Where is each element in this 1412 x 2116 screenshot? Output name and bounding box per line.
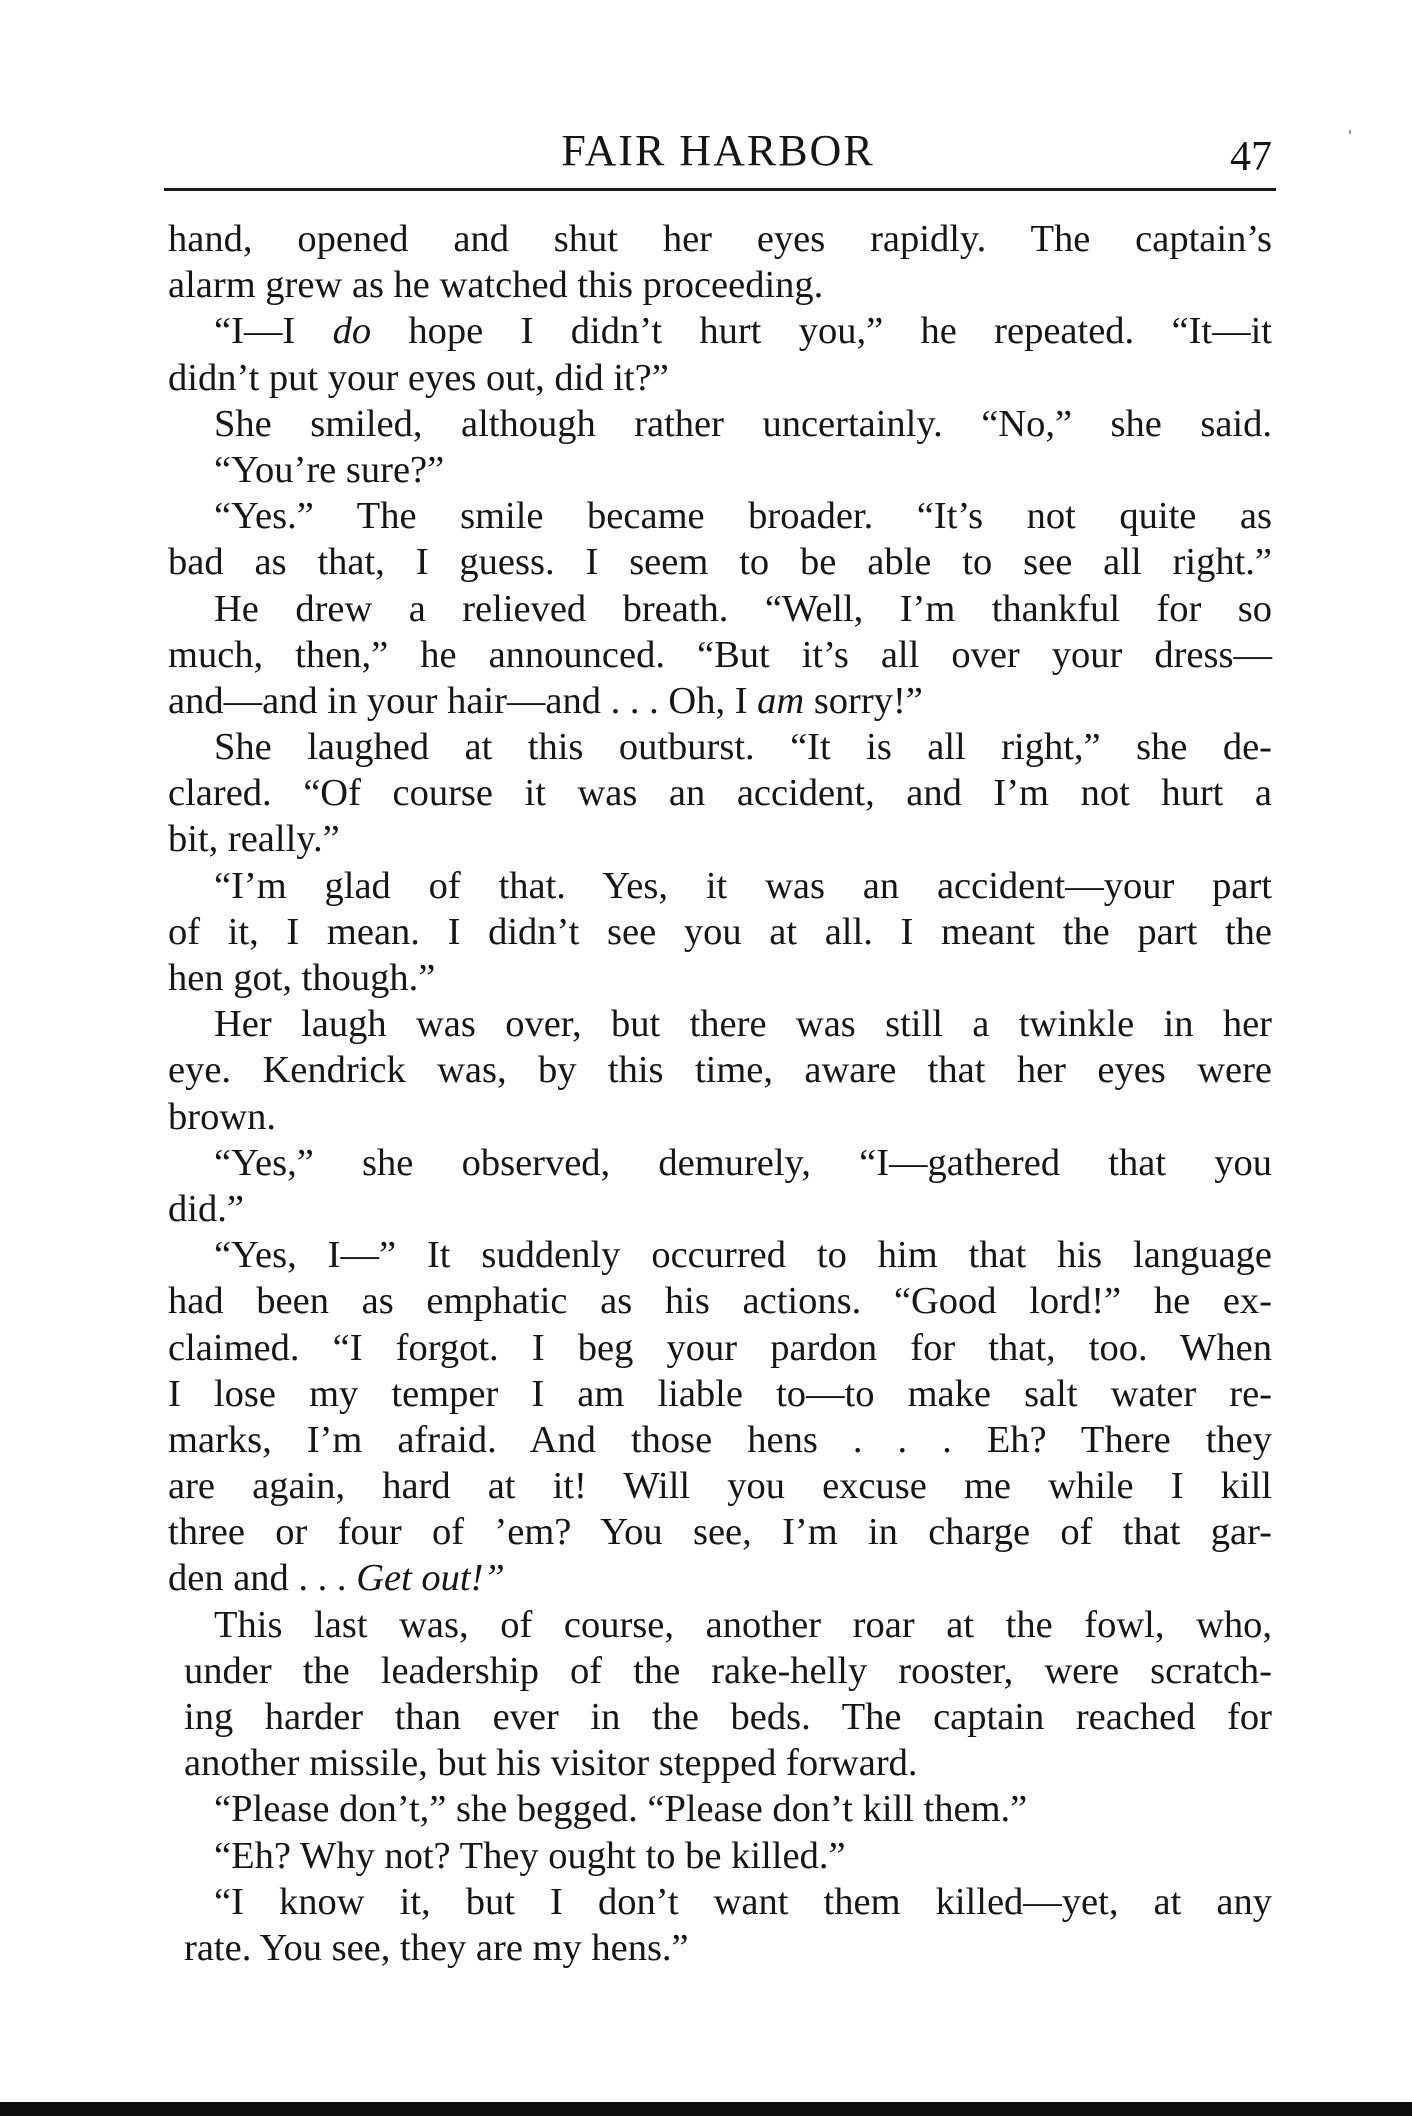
text-line: did.” — [168, 1187, 244, 1230]
emphasis-text: am — [757, 679, 805, 722]
text-line: bad as that, I guess. I seem to be able to see all right.” — [168, 541, 1272, 584]
text-line: bit, really.” — [168, 818, 340, 861]
text-line: eye. Kendrick was, by this time, aware that her eyes were — [168, 1049, 1272, 1092]
text-line: den and . . . Get out!” — [168, 1557, 505, 1600]
text-line: “Yes,” she observed, demurely, “I—gathered that you — [214, 1141, 1272, 1184]
text-line: brown. — [168, 1095, 276, 1138]
text-line: of it, I mean. I didn’t see you at all. I meant the part the — [168, 910, 1272, 953]
text-line: “I—I do hope I didn’t hurt you,” he repeated. “It—it — [214, 310, 1272, 353]
text-line: ing harder than ever in the beds. The captain reached for — [184, 1696, 1272, 1738]
print-speck — [1349, 130, 1351, 134]
text-line: are again, hard at it! Will you excuse me while I kill — [168, 1465, 1272, 1508]
header-rule — [164, 188, 1276, 191]
text-line: marks, I’m afraid. And those hens . . . Eh? There they — [168, 1418, 1272, 1461]
text-line: She smiled, although rather uncertainly. “No,” she said. — [214, 402, 1272, 445]
scan-bottom-edge — [0, 2102, 1412, 2116]
page-header — [164, 118, 1272, 184]
text-line: hen got, though.” — [168, 957, 436, 999]
text-line: clared. “Of course it was an accident, and I’m not hurt a — [168, 772, 1272, 815]
text-line: hand, opened and shut her eyes rapidly. The captain’s — [168, 218, 1272, 260]
text-line: another missile, but his visitor stepped forward. — [184, 1742, 918, 1785]
text-line: claimed. “I forgot. I beg your pardon for that, too. When — [168, 1326, 1272, 1369]
page-number: 47 — [1230, 134, 1272, 180]
running-title: FAIR HARBOR — [561, 126, 875, 175]
text-line: “I’m glad of that. Yes, it was an accident—your part — [214, 864, 1272, 907]
emphasis-text: do — [332, 310, 372, 353]
text-line: alarm grew as he watched this proceeding. — [168, 264, 824, 307]
text-line: much, then,” he announced. “But it’s all over your dress— — [168, 633, 1272, 676]
text-line: three or four of ’em? You see, I’m in charge of that gar- — [168, 1511, 1272, 1554]
text-line: and—and in your hair—and . . . Oh, I am sorry!” — [168, 679, 923, 722]
text-line: “Please don’t,” she begged. “Please don’t kill them.” — [214, 1788, 1028, 1831]
text-line: “I know it, but I don’t want them killed—yet, at any — [214, 1880, 1272, 1923]
text-line: This last was, of course, another roar at the fowl, who, — [214, 1603, 1272, 1646]
text-line: She laughed at this outburst. “It is all right,” she de- — [214, 726, 1272, 769]
text-line: under the leadership of the rake-helly rooster, were scratch- — [184, 1649, 1272, 1692]
text-line: I lose my temper I am liable to—to make salt water re- — [168, 1372, 1272, 1415]
text-line: rate. You see, they are my hens.” — [184, 1926, 689, 1969]
text-line: had been as emphatic as his actions. “Good lord!” he ex- — [168, 1280, 1272, 1323]
text-line: “Yes.” The smile became broader. “It’s not quite as — [214, 495, 1272, 538]
text-line: “Eh? Why not? They ought to be killed.” — [214, 1834, 846, 1877]
text-line: “Yes, I—” It suddenly occurred to him that his language — [214, 1234, 1272, 1277]
text-line: Her laugh was over, but there was still a twinkle in her — [214, 1003, 1272, 1046]
text-line: He drew a relieved breath. “Well, I’m thankful for so — [214, 587, 1272, 630]
text-line: “You’re sure?” — [214, 448, 445, 491]
body-text — [168, 216, 1272, 1971]
emphasis-text: Get out!” — [356, 1557, 505, 1600]
text-line: didn’t put your eyes out, did it?” — [168, 356, 669, 399]
